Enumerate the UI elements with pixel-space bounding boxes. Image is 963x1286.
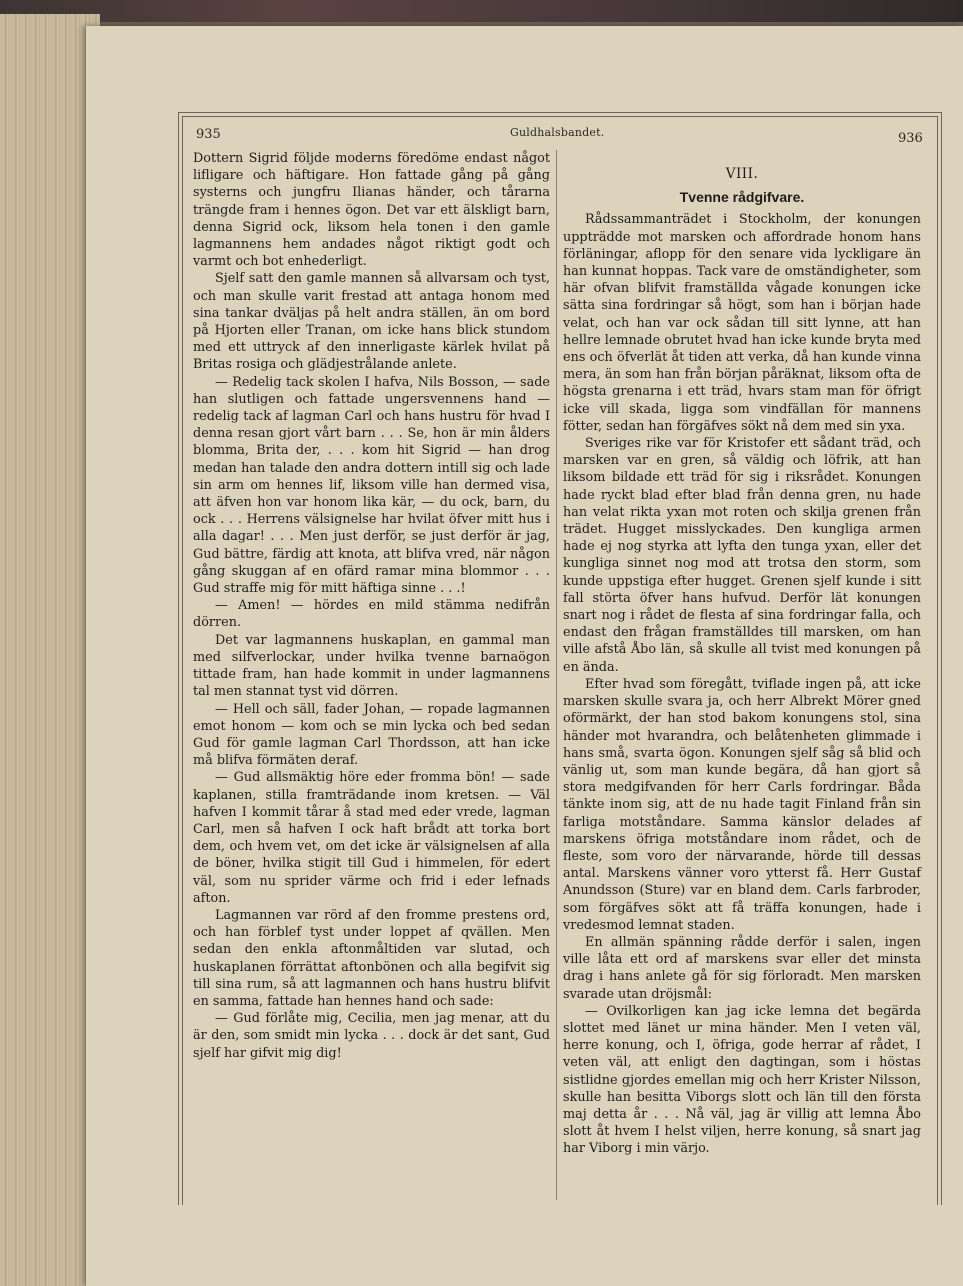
book-spine-edge (0, 0, 963, 22)
paragraph: Rådssammanträdet i Stockholm, der konungen uppträdde mot marsken och affordrade honom hans förläningar, aflopp för den senare vida lyckligare än han kunnat hoppas. Tack vare de omständigheter, som här ofvan blifvit framställda vågade konungen icke sätta sina fordringar så högt, som han i början hade velat, och han var ock sådan till sitt lynne, att han hellre lemnade obrutet hvad han icke kunde bryta med ens och öfverlät åt tiden att verka, då han kunde vinna mera, än som han från början påräknat, liksom ofta de högsta grenarna i ett träd, hvars stam man för öfrigt icke vill skada, ligga som vindfällan för mannens fötter, sedan han förgäfves sökt nå dem med sin yxa. (563, 212, 921, 434)
paragraph: Efter hvad som föregått, tviflade ingen på, att icke marsken skulle svara ja, och herr Albrekt Mörer gned oförmärkt, der han stod bakom konungens stol, sina händer mot hvarandra, och belåtenheten glimmade i hans små, svarta ögon. Konungen sjelf såg så blid och vänlig ut, som man kunde begära, då han gjort så stora medgifvanden för herr Carls fordringar. Båda tänkte inom sig, att de nu hade tagit Finland från sin farliga motståndare. Samma känslor delades af marskens öfriga motståndare inom rådet, och de fleste, som voro der närvarande, hörde till dessas antal. Marskens vänner voro ytterst få. Herr Gustaf Anundsson (Sture) var en bland dem. Carls farbroder, som förgäfves sökt att få träffa konungen, hade i vredesmod lemnat staden. (563, 676, 921, 933)
left-column (193, 150, 550, 1062)
right-column (563, 166, 921, 1158)
paragraph: Lagmannen var rörd af den fromme prestens ord, och han förblef tyst under loppet af qvällen. Men sedan den enkla aftonmåltiden var slutad, och huskaplanen förrättat aftonbönen och alla begifvit sig till sina rum, så att lagmannen och hans hustru blifvit en samma, fattade han hennes hand och sade: (193, 907, 550, 1009)
left-page-number: 935 (196, 127, 221, 142)
chapter-number: VIII. (725, 166, 759, 182)
paragraph: — Hell och säll, fader Johan, — ropade lagmannen emot honom — kom och se min lycka och bed sedan Gud för gamle lagman Carl Thordsson, att han icke må blifva förmäten deraf. (193, 701, 550, 769)
paragraph: Det var lagmannens huskaplan, en gammal man med silfverlockar, under hvilka tvenne barnaögon tittade fram, han hade kommit in under lagmannens tal men stannat tyst vid dörren. (193, 632, 550, 700)
chapter-title: Tvenne rådgifvare. (679, 189, 805, 206)
paragraph: — Amen! — hördes en mild stämma nedifrån dörren. (193, 598, 550, 631)
paragraph: — Gud allsmäktig höre eder fromma bön! — sade kaplanen, stilla framträdande inom kretsen. — Väl hafven I kommit tårar å stad med eder vrede, lagman Carl, men så hafven I ock haft brådt att torka bort dem, och hvem vet, om det icke är välsignelsen af alla de böner, hvilka stigit till Gud i himmelen, för edert väl, som nu sprider värme och frid i eder lefnads afton. (193, 770, 550, 906)
paragraph: Sveriges rike var för Kristofer ett sådant träd, och marsken var en gren, så väldig och löfrik, att han liksom bildade ett träd för sig i riksrådet. Konungen hade ryckt blad efter blad från denna gren, nu hade han velat rikta yxan mot roten och skilja grenen från trädet. Hugget misslyckades. Den kungliga armen hade ej nog styrka att lyfta den tunga yxan, eller det kungliga sinnet nog mod att trotsa den storm, som kunde uppstiga efter hugget. Grenen sjelf kunde i sitt fall störta öfver hans hufvud. Derför lät konungen snart nog i rådet de flesta af sina fordringar falla, och endast den frågan framställdes till marsken, om han ville afstå Åbo län, så skulle all tvist med konungen på en ända. (563, 436, 921, 675)
running-head: Guldhalsbandet. (510, 126, 605, 139)
paragraph: Dottern Sigrid följde moderns föredöme endast något lifligare och häftigare. Hon fattade gång på gång systerns och jungfru Ilianas händer, och tårarna trängde fram i hennes ögon. Det var ett älskligt barn, denna Sigrid ock, liksom hela tonen i den gamle lagmannens hem andades något riktigt godt och varmt och bot enhederligt. (193, 151, 550, 270)
column-divider (556, 150, 557, 1200)
paragraph: — Ovilkorligen kan jag icke lemna det begärda slottet med länet ur mina händer. Men I veten väl, herre konung, och I, öfriga, gode herrar af rådet, I veten väl, att enligt den dagtingan, som i höstas sistlidne gjordes emellan mig och herr Krister Nilsson, skulle han besitta Viborgs slott och län till den första maj detta år . . . Nå väl, jag är villig att lemna Åbo slott åt hvem I helst viljen, herre konung, så snart jag har Viborg i min värjo. (563, 1003, 921, 1157)
right-page-number: 936 (898, 131, 923, 146)
paragraph: Sjelf satt den gamle mannen så allvarsam och tyst, och man skulle varit frestad att antaga honom med sina tankar dväljas på helt andra ställen, än om bord på Hjorten eller Tranan, om icke hans blick stundom med ett uttryck af den innerligaste kärlek hvilat på Britas rosiga och glädjestrålande anlete. (193, 271, 550, 373)
paragraph: — Gud förlåte mig, Cecilia, men jag menar, att du är den, som smidt min lycka . . . dock är det sant, Gud sjelf har gifvit mig dig! (193, 1011, 550, 1061)
page-edges (0, 14, 100, 1286)
paragraph: — Redelig tack skolen I hafva, Nils Bosson, — sade han slutligen och fattade ungersvennens hand — redelig tack af lagman Carl och hans hustru för hvad I denna resan gjort vårt barn . . . Se, hon är min ålders blomma, Brita der, . . . kom hit Sigrid — han drog medan han talade den andra dottern intill sig och lade sin arm om hennes lif, liksom ville han dermed visa, att äfven hon var honom lika kär, — du ock, barn, du ock . . . Herrens välsignelse har hvilat öfver mitt hus i alla dagar! . . . Men just derför, se just derför är jag, Gud bättre, färdig att knota, att blifva vred, när någon gång skuggan af en ofärd ramar mina blommor . . . Gud straffe mig för mitt häftiga sinne . . .! (193, 374, 550, 597)
paragraph: En allmän spänning rådde derför i salen, ingen ville låta ett ord af marskens svar eller det minsta drag i hans anlete gå för sig förloradt. Men marsken svarade utan dröjsmål: (563, 934, 921, 1002)
